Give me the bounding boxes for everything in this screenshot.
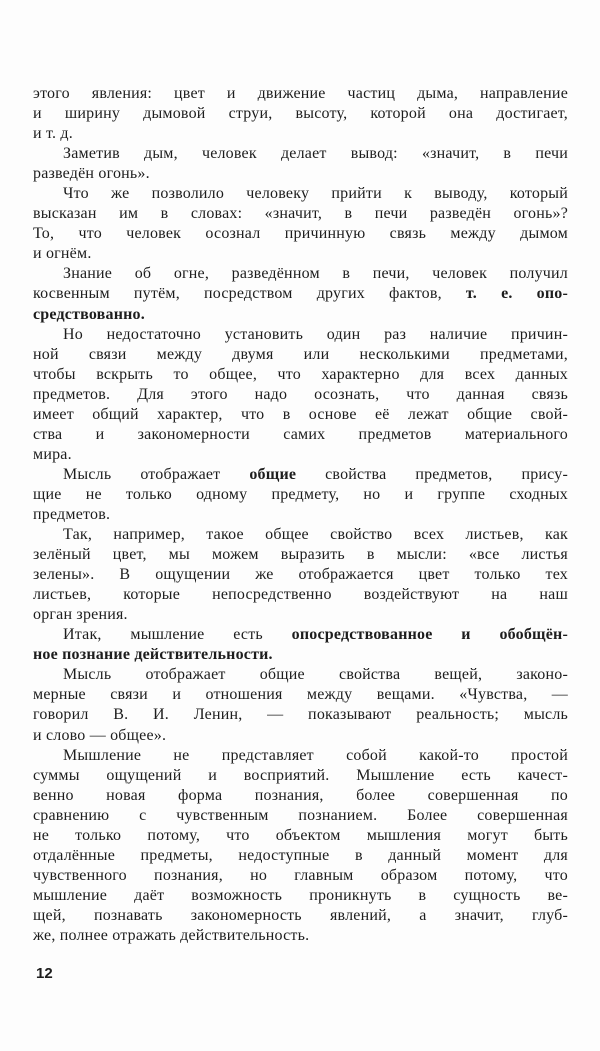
text-segment: имеет общий характер, что в основе её лежат общие свой-: [33, 405, 568, 423]
paragraph: [33, 325, 568, 465]
bold-text-segment: общие: [249, 465, 297, 483]
text-line: [33, 846, 568, 866]
text-line: [33, 806, 568, 826]
text-segment: и огнём.: [33, 245, 92, 263]
text-line: [33, 345, 568, 365]
text-line: [33, 325, 568, 345]
text-line: [33, 305, 568, 325]
paragraph: [33, 84, 568, 144]
text-line: [33, 545, 568, 565]
text-line: [33, 264, 568, 284]
paragraph: [33, 184, 568, 264]
text-line: [33, 585, 568, 605]
paragraph: [33, 144, 568, 184]
text-line: [33, 605, 568, 625]
text-segment: щие не только одному предмету, но и группе сходных: [33, 485, 568, 503]
text-line: [33, 505, 568, 525]
text-line: [33, 866, 568, 886]
bold-text-segment: т. е. опо-: [465, 285, 568, 303]
text-line: [33, 926, 568, 946]
bold-text-segment: ное познание действительности.: [33, 646, 273, 664]
text-segment: мышление даёт возможность проникнуть в сущность ве-: [33, 886, 568, 904]
text-line: [33, 565, 568, 585]
paragraph: [33, 264, 568, 324]
text-segment: Но недостаточно установить один раз наличие причин-: [63, 325, 568, 343]
page-text-block: [33, 84, 568, 946]
paragraph: [33, 465, 568, 525]
text-segment: чтобы вскрыть то общее, что характерно для всех данных: [33, 365, 568, 383]
text-segment: щей, познавать закономерность явлений, а значит, глуб-: [33, 906, 568, 924]
paragraph: [33, 525, 568, 625]
text-segment: не только потому, что объектом мышления могут быть: [33, 826, 568, 844]
text-segment: То, что человек осознал причинную связь между дымом: [33, 225, 568, 243]
text-line: [33, 525, 568, 545]
text-segment: ства и закономерности самих предметов материального: [33, 425, 568, 443]
text-segment: ной связи между двумя или несколькими предметами,: [33, 345, 568, 363]
text-segment: и т. д.: [33, 125, 73, 143]
paragraph: [33, 746, 568, 946]
text-segment: орган зрения.: [33, 606, 128, 624]
text-segment: отдалённые предметы, недоступные в данный момент для: [33, 846, 568, 864]
text-line: [33, 84, 568, 104]
text-segment: предметов.: [33, 505, 111, 523]
text-line: [33, 685, 568, 705]
text-segment: мира.: [33, 445, 72, 463]
text-line: [33, 645, 568, 665]
text-line: [33, 385, 568, 405]
text-segment: же, полнее отражать действительность.: [33, 926, 310, 944]
text-segment: Мышление не представляет собой какой-то простой: [63, 746, 568, 764]
text-segment: Так, например, такое общее свойство всех листьев, как: [63, 526, 568, 544]
text-line: [33, 665, 568, 685]
text-segment: Что же позволило человеку прийти к выводу, который: [63, 185, 568, 203]
paragraph: [33, 665, 568, 745]
text-line: [33, 445, 568, 465]
text-line: [33, 284, 568, 304]
text-line: [33, 104, 568, 124]
text-line: [33, 124, 568, 144]
text-segment: Заметив дым, человек делает вывод: «значит, в печи: [63, 145, 568, 163]
text-line: [33, 625, 568, 645]
text-line: [33, 405, 568, 425]
text-line: [33, 826, 568, 846]
text-segment: мерные связи и отношения между вещами. «Чувства, —: [33, 686, 568, 704]
text-segment: говорил В. И. Ленин, — показывают реальность; мысль: [33, 706, 568, 724]
text-line: [33, 766, 568, 786]
text-segment: и слово — общее».: [33, 726, 167, 744]
text-segment: зелёный цвет, мы можем выразить в мысли: «все листья: [33, 546, 568, 564]
text-segment: суммы ощущений и восприятий. Мышление есть качест-: [33, 766, 568, 784]
paragraph: [33, 625, 568, 665]
text-line: [33, 485, 568, 505]
text-segment: листьев, которые непосредственно воздействуют на наш: [33, 586, 568, 604]
text-segment: чувственного познания, но главным образом потому, что: [33, 866, 568, 884]
bold-text-segment: средствованно.: [33, 305, 145, 323]
text-line: [33, 204, 568, 224]
text-segment: зелены». В ощущении же отображается цвет только тех: [33, 566, 568, 584]
text-segment: косвенным путём, посредством других фактов,: [33, 285, 466, 303]
text-line: [33, 224, 568, 244]
text-segment: венно новая форма познания, более совершенная по: [33, 786, 568, 804]
text-line: [33, 705, 568, 725]
page-number: 12: [36, 965, 53, 982]
text-segment: Мысль отображает общие свойства вещей, законо-: [63, 666, 568, 684]
text-line: [33, 786, 568, 806]
text-line: [33, 726, 568, 746]
text-line: [33, 886, 568, 906]
text-segment: Мысль отображает: [63, 465, 250, 483]
text-segment: Итак, мышление есть: [63, 626, 292, 644]
text-segment: свойства предметов, прису-: [296, 465, 568, 483]
text-segment: предметов. Для этого надо осознать, что данная связь: [33, 385, 568, 403]
text-line: [33, 184, 568, 204]
bold-text-segment: опосредствованное и обобщён-: [291, 626, 568, 644]
text-segment: высказан им в словах: «значит, в печи разведён огонь»?: [33, 205, 568, 223]
text-line: [33, 365, 568, 385]
text-segment: сравнению с чувственным познанием. Более совершенная: [33, 806, 568, 824]
text-line: [33, 144, 568, 164]
text-line: [33, 164, 568, 184]
text-segment: разведён огонь».: [33, 165, 150, 183]
text-line: [33, 244, 568, 264]
text-line: [33, 425, 568, 445]
text-segment: Знание об огне, разведённом в печи, человек получил: [63, 265, 568, 283]
text-line: [33, 746, 568, 766]
text-line: [33, 906, 568, 926]
text-line: [33, 465, 568, 485]
text-segment: и ширину дымовой струи, высоту, которой она достигает,: [33, 105, 568, 123]
text-segment: этого явления: цвет и движение частиц дыма, направление: [33, 85, 568, 102]
